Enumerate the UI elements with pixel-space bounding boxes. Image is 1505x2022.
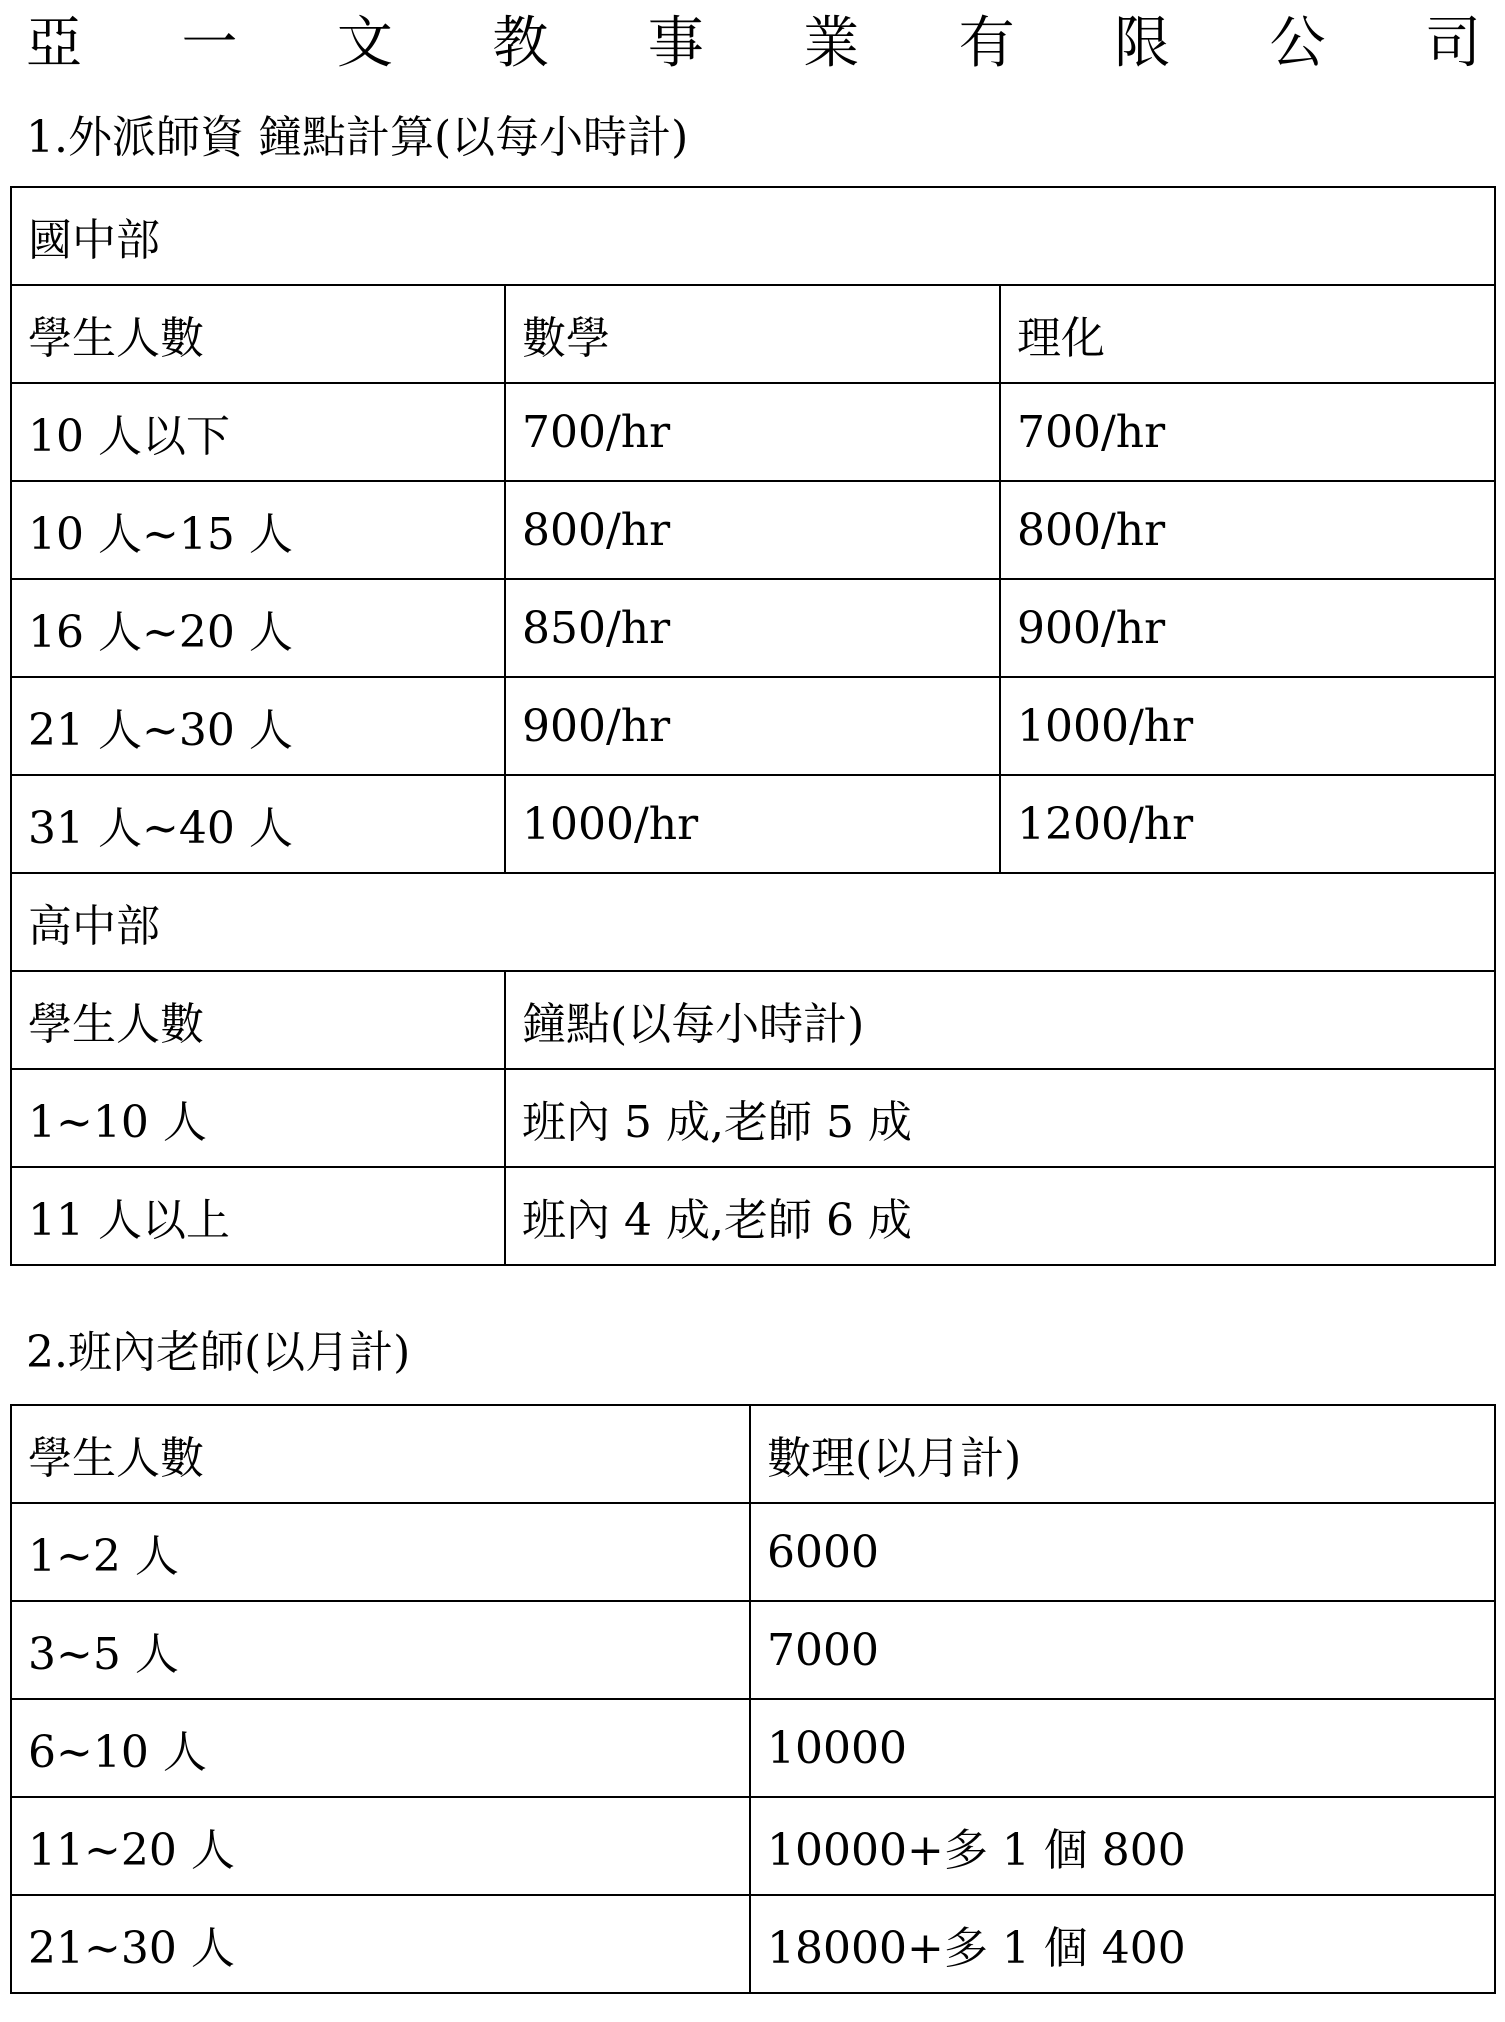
table-row <box>11 481 1495 579</box>
company-name-char: 文 <box>336 11 393 76</box>
company-name-char: 限 <box>1114 11 1171 76</box>
cell-students: 21 人~30 人 <box>11 677 505 775</box>
table-row <box>11 677 1495 775</box>
cell-students: 11 人以上 <box>11 1167 505 1265</box>
table-row <box>11 383 1495 481</box>
header-students: 學生人數 <box>11 1405 750 1503</box>
company-name-char: 教 <box>492 11 549 76</box>
header-students: 學生人數 <box>11 971 505 1069</box>
cell-students: 16 人~20 人 <box>11 579 505 677</box>
cell-math-rate: 700/hr <box>505 383 1000 481</box>
header-hourly-split: 鐘點(以每小時計) <box>505 971 1495 1069</box>
company-name-char: 司 <box>1424 11 1481 76</box>
cell-monthly-pay: 6000 <box>750 1503 1495 1601</box>
cell-science-rate: 1000/hr <box>1000 677 1495 775</box>
cell-students: 1~10 人 <box>11 1069 505 1167</box>
cell-math-rate: 850/hr <box>505 579 1000 677</box>
section-1-heading: 1.外派師資 鐘點計算(以每小時計) <box>26 112 689 163</box>
table-row <box>11 1167 1495 1265</box>
cell-math-rate: 900/hr <box>505 677 1000 775</box>
cell-students: 10 人以下 <box>11 383 505 481</box>
header-students: 學生人數 <box>11 285 505 383</box>
table-row <box>11 1797 1495 1895</box>
cell-students: 31 人~40 人 <box>11 775 505 873</box>
cell-students: 1~2 人 <box>11 1503 750 1601</box>
cell-science-rate: 900/hr <box>1000 579 1495 677</box>
cell-students: 21~30 人 <box>11 1895 750 1993</box>
header-monthly-pay: 數理(以月計) <box>750 1405 1495 1503</box>
table-row <box>11 579 1495 677</box>
cell-students: 3~5 人 <box>11 1601 750 1699</box>
senior-header-row <box>11 971 1495 1069</box>
monthly-header-row <box>11 1405 1495 1503</box>
cell-science-rate: 800/hr <box>1000 481 1495 579</box>
cell-science-rate: 1200/hr <box>1000 775 1495 873</box>
cell-monthly-pay: 10000 <box>750 1699 1495 1797</box>
table-row <box>11 1699 1495 1797</box>
company-name-char: 亞 <box>26 11 82 76</box>
cell-split: 班內 4 成,老師 6 成 <box>505 1167 1495 1265</box>
hourly-rate-table <box>10 186 1496 1266</box>
header-math: 數學 <box>505 285 1000 383</box>
company-name-char: 事 <box>647 11 704 76</box>
cell-monthly-pay: 7000 <box>750 1601 1495 1699</box>
cell-students: 10 人~15 人 <box>11 481 505 579</box>
cell-math-rate: 800/hr <box>505 481 1000 579</box>
table-row <box>11 1503 1495 1601</box>
header-science: 理化 <box>1000 285 1495 383</box>
table-row <box>11 775 1495 873</box>
company-name-char: 公 <box>1269 11 1326 76</box>
cell-science-rate: 700/hr <box>1000 383 1495 481</box>
monthly-rate-table <box>10 1404 1496 1994</box>
cell-monthly-pay: 18000+多 1 個 400 <box>750 1895 1495 1993</box>
company-name-char: 一 <box>181 11 238 76</box>
junior-section-title: 國中部 <box>11 187 1495 285</box>
table-row <box>11 1069 1495 1167</box>
table-row <box>11 1601 1495 1699</box>
cell-math-rate: 1000/hr <box>505 775 1000 873</box>
junior-header-row <box>11 285 1495 383</box>
cell-students: 11~20 人 <box>11 1797 750 1895</box>
cell-students: 6~10 人 <box>11 1699 750 1797</box>
table-row <box>11 1895 1495 1993</box>
junior-section-row <box>11 187 1495 285</box>
senior-section-row <box>11 873 1495 971</box>
section-2-heading: 2.班內老師(以月計) <box>26 1327 411 1378</box>
cell-monthly-pay: 10000+多 1 個 800 <box>750 1797 1495 1895</box>
cell-split: 班內 5 成,老師 5 成 <box>505 1069 1495 1167</box>
company-name-char: 有 <box>958 11 1015 76</box>
senior-section-title: 高中部 <box>11 873 1495 971</box>
company-name-char: 業 <box>803 11 860 76</box>
company-name <box>26 6 1481 82</box>
